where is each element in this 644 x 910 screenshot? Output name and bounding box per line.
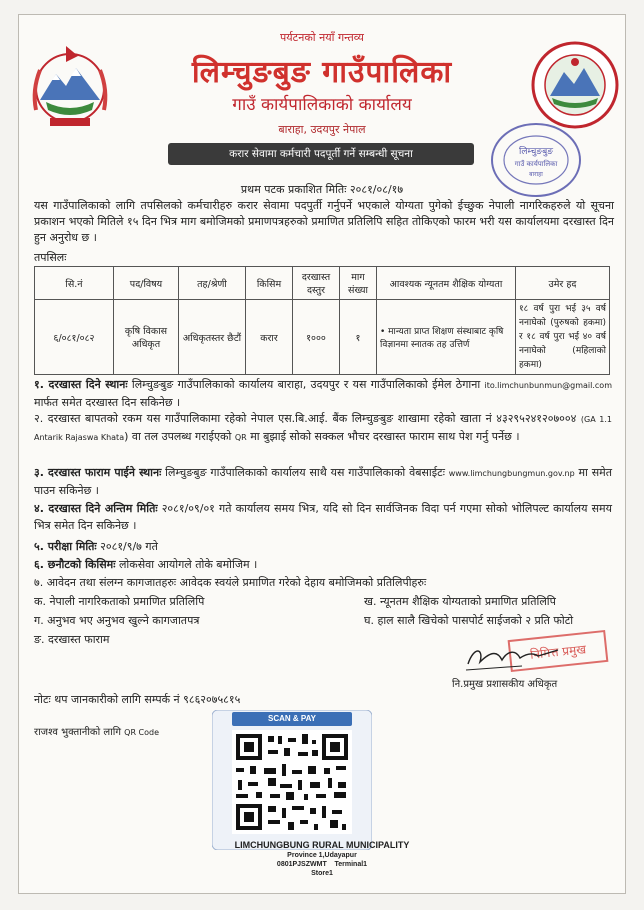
table-header-row xyxy=(35,267,610,300)
revenue-label: राजश्व भुक्तानीको लागि QR Code xyxy=(34,727,160,738)
svg-text:निमित्त प्रमुख: निमित्त प्रमुख xyxy=(529,642,587,662)
contact-note: नोटः थप जानकारीको लागि सम्पर्क नं ९८६२०७५८१५ xyxy=(34,693,241,706)
col-level: तह/श्रेणी xyxy=(179,267,246,300)
section-4-label: ४. दरखास्त दिने अन्तिम मितिः xyxy=(34,502,158,515)
section-1: १. दरखास्त दिने स्थानः लिम्चुङबुङ गाउँपालिकाको कार्यालय बाराहा, उदयपुर र यस गाउँपालिकाको ईमेल ठेगाना ito.limchunbunmun@gmail.com मार्फत समेत दरखास्त दिन सकिनेछ । xyxy=(34,378,612,409)
cell-age: १८ वर्ष पुरा भई ३५ वर्ष ननाघेको (पुरुषको हकमा) र १८ वर्ष पुरा भई ४० वर्ष ननाघेको (महिलाको हकमा) xyxy=(516,300,610,375)
cell-qualification: • मान्यता प्राप्त शिक्षण संस्थाबाट कृषि विज्ञानमा स्नातक तह उत्तिर्ण xyxy=(377,300,516,375)
notice-banner: करार सेवामा कर्मचारी पदपूर्ती गर्ने सम्बन्धी सूचना xyxy=(168,143,474,165)
office-subtitle: गाउँ कार्यपालिकाको कार्यालय xyxy=(232,95,412,115)
section-2: २. दरखास्त बापतको रकम यस गाउँपालिकामा रहेको नेपाल एस.बि.आई. बैंक लिम्चुङबुङ शाखामा रहेको खाता नं ४३२९५२४१२०७००४ (GA 1.1 Antarik Rajaswa Khata) वा तल उपलब्ध गराईएको QR मा बुझाई सोको सक्कल भौचर दरखास्त फाराम साथ पेश गर्नु पर्नेछ । xyxy=(34,412,613,443)
section-3: ३. दरखास्त फाराम पाईने स्थानः लिम्चुङबुङ गाउँपालिकाको कार्यालय साथै यस गाउँपालिकाको वेबसाईटः www.limchungbungmun.gov.np मा समेत पाउन सकिनेछ । xyxy=(34,466,613,497)
office-title: लिम्चुङबुङ गाउँपालिका xyxy=(191,55,453,90)
table-row xyxy=(35,300,610,375)
cell-level: अधिकृतस्तर छैटौं xyxy=(179,300,246,375)
account-note: (GA 1.1 Antarik Rajaswa Khata xyxy=(34,415,613,442)
cell-count: १ xyxy=(340,300,377,375)
qr-card xyxy=(212,710,372,850)
section-7: ७. आवेदन तथा संलग्न कागजातहरुः आवेदक स्वयंले प्रमाणित गरेको देहाय बमोजिमको प्रतिलिपीहरुः xyxy=(34,576,427,589)
col-qualification: आवश्यक न्यूनतम शैक्षिक योग्यता xyxy=(377,267,516,300)
cell-post: कृषि विकास अधिकृत xyxy=(114,300,179,375)
section-1-label: १. दरखास्त दिने स्थानः xyxy=(34,378,128,391)
list-item: ख. न्यूनतम शैक्षिक योग्यताको प्रमाणित प्रतिलिपि xyxy=(364,595,556,608)
email-link[interactable]: ito.limchunbunmun@gmail.com xyxy=(484,381,612,390)
col-sn: सि.नं xyxy=(35,267,114,300)
cell-fee: १००० xyxy=(293,300,340,375)
intro-paragraph: यस गाउँपालिकाको लागि तपसिलको कर्मचारीहरु करार सेवामा पदपुर्ती गर्नुपर्ने भएकाले योग्यता पुगेको ईच्छुक नेपाली नागरिकहरुले यो सूचना प्रकाशन भएको मितिले १५ दिन भित्र माग बमोजिमको प्रमाणपत्रहरुको प्रमाणित प्रतिलिपि सहित तोकिएको फारम भरी यस कार्यालयमा दरखास्त दिन हुन अनुरोध छ । xyxy=(34,199,614,244)
section-4: ४. दरखास्त दिने अन्तिम मितिः २०८१/०९/०१ गते कार्यालय समय भित्र, यदि सो दिन सार्वजिनक विदा पर्न गएमा सोको भोलिपल्ट कार्यालय समय भित्र समेत दिन सकिनेछ । xyxy=(34,502,612,532)
tagline: पर्यटनको नयाँ गन्तव्य xyxy=(280,31,364,44)
cell-type: करार xyxy=(246,300,293,375)
qr-municipality: LIMCHUNGBUNG RURAL MUNICIPALITY xyxy=(234,840,410,850)
qr-terminal: 0801PJSZWMT Terminal1 xyxy=(276,861,368,868)
list-item: ग. अनुभव भए अनुभव खुल्ने कागजातपत्र xyxy=(34,614,200,627)
col-count: माग संख्या xyxy=(340,267,377,300)
col-post: पद/विषय xyxy=(114,267,179,300)
vacancy-table xyxy=(34,266,610,375)
svg-text:लिम्चुङबुङ: लिम्चुङबुङ xyxy=(519,147,553,157)
section-5: ५. परीक्षा मितिः २०८१/९/७ गते xyxy=(34,540,158,553)
svg-text:गाउँ कार्यपालिका: गाउँ कार्यपालिका xyxy=(514,160,558,168)
signatory-title: नि.प्रमुख प्रशासकीय अधिकृत xyxy=(452,679,558,690)
published-date: प्रथम पटक प्रकाशित मितिः २०८१/०८/१७ xyxy=(240,183,404,196)
tapasil-label: तपसिलः xyxy=(34,251,67,264)
qr-province: Province 1,Udayapur xyxy=(287,852,357,859)
qr-store: Store1 xyxy=(311,870,333,877)
office-address: बाराहा, उदयपुर नेपाल xyxy=(278,123,366,136)
signature-icon xyxy=(462,636,582,676)
list-item: क. नेपाली नागरिकताको प्रमाणित प्रतिलिपि xyxy=(34,595,205,608)
svg-text:बाराहा: बाराहा xyxy=(529,171,543,178)
col-type: किसिम xyxy=(246,267,293,300)
list-item: ङ. दरखास्त फाराम xyxy=(34,633,110,646)
website-link[interactable]: www.limchungbungmun.gov.np xyxy=(448,469,575,478)
section-3-label: ३. दरखास्त फाराम पाईने स्थानः xyxy=(34,466,162,479)
scan-pay-label: SCAN & PAY xyxy=(232,712,352,726)
docs-row-1 xyxy=(34,594,612,612)
col-fee: दरखास्त दस्तुर xyxy=(293,267,340,300)
cell-sn: ६/०८१/०८२ xyxy=(35,300,114,375)
list-item: घ. हाल सालै खिचेको पासपोर्ट साईजको २ प्रति फोटो xyxy=(364,614,574,627)
col-age: उमेर हद xyxy=(516,267,610,300)
section-6: ६. छनौटको किसिमः लोकसेवा आयोगले तोके बमोजिम । xyxy=(34,558,258,571)
